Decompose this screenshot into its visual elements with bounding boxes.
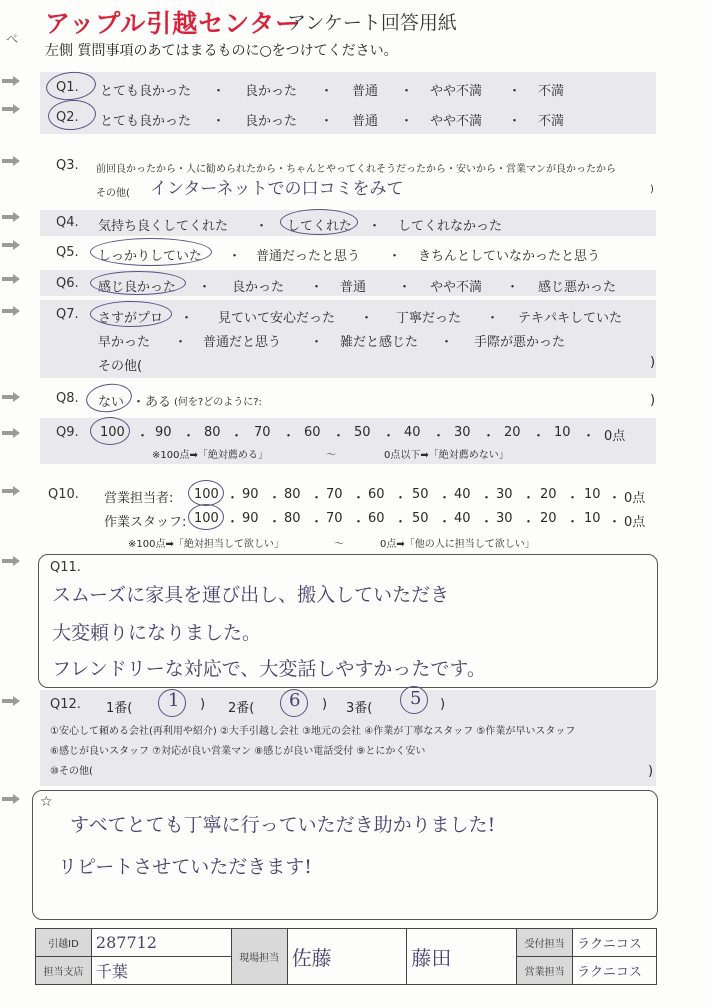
separator: ・ bbox=[198, 280, 212, 295]
separator: ・ bbox=[268, 515, 282, 530]
q12-choices-row: ⑩その他( bbox=[50, 766, 93, 777]
q5-label: Q5. bbox=[56, 245, 79, 260]
sales-label: 営業担当 bbox=[517, 957, 573, 985]
separator: ・ bbox=[394, 515, 408, 530]
separator: ・ bbox=[268, 491, 282, 506]
q1-label: Q1. bbox=[56, 80, 79, 95]
q9-note-right: 0点以下➡「絶対薦めない」 bbox=[384, 450, 509, 461]
arrow-icon bbox=[2, 76, 20, 86]
q12-rank1-label: 1番( bbox=[106, 701, 133, 716]
separator: ・ bbox=[582, 429, 596, 444]
q9-score[interactable]: 60 bbox=[304, 425, 321, 440]
separator: ・ bbox=[508, 114, 522, 129]
q7-option[interactable]: 丁寧だった bbox=[396, 311, 462, 326]
q10-sales-score[interactable]: 100 bbox=[194, 487, 219, 502]
separator: ・ bbox=[132, 395, 146, 410]
q10-staff-label: 作業スタッフ: bbox=[104, 515, 187, 530]
move-id-label: 引越ID bbox=[36, 929, 92, 957]
sales-value: ラクニコス bbox=[573, 957, 657, 985]
corner-mark: べ bbox=[6, 32, 19, 46]
q9-note-mid: 〜 bbox=[326, 450, 336, 461]
separator: ・ bbox=[522, 515, 536, 530]
q12-rank2-label: 2番( bbox=[228, 701, 255, 716]
q10-sales-score[interactable]: 80 bbox=[284, 487, 301, 502]
separator: ・ bbox=[608, 515, 622, 530]
q10-staff-score[interactable]: 0点 bbox=[624, 515, 646, 530]
arrow-icon bbox=[2, 392, 20, 402]
q5-option[interactable]: しっかりしていた bbox=[98, 249, 203, 264]
q1-option[interactable]: 良かった bbox=[245, 84, 298, 99]
answer-circle bbox=[84, 381, 133, 415]
q7-other-close: ) bbox=[650, 355, 656, 370]
answer-circle bbox=[90, 417, 130, 445]
q10-staff-score[interactable]: 30 bbox=[496, 511, 513, 526]
separator: ・ bbox=[182, 429, 196, 444]
arrow-icon bbox=[2, 696, 20, 706]
q9-note-left: ※100点➡「絶対薦める」 bbox=[152, 450, 268, 461]
q12-rank2-answer: 6 bbox=[289, 690, 301, 711]
answer-circle bbox=[280, 209, 358, 235]
separator: ・ bbox=[332, 429, 346, 444]
separator: ・ bbox=[532, 429, 546, 444]
star-icon: ☆ bbox=[40, 794, 53, 810]
separator: ・ bbox=[230, 429, 244, 444]
q7-option[interactable]: 雑だと感じた bbox=[340, 335, 419, 350]
q2-option[interactable]: 良かった bbox=[245, 114, 298, 129]
q12-rank1-answer: 1 bbox=[168, 690, 180, 711]
arrow-icon bbox=[2, 428, 20, 438]
answer-circle bbox=[90, 301, 172, 327]
answer-circle bbox=[90, 238, 212, 266]
separator: ・ bbox=[508, 84, 522, 99]
q10-staff-score[interactable]: 50 bbox=[412, 511, 429, 526]
answer-circle bbox=[188, 504, 224, 530]
q10-sales-score[interactable]: 0点 bbox=[624, 491, 646, 506]
q7-option[interactable]: テキパキしていた bbox=[518, 311, 623, 326]
q12-choices-row: ⑥感じが良いスタッフ ⑦対応が良い営業マン ⑧感じが良い電話受付 ⑨とにかく安い bbox=[50, 746, 426, 757]
q1-option[interactable]: とても良かった bbox=[100, 84, 192, 99]
separator: ・ bbox=[400, 84, 414, 99]
q6-label: Q6. bbox=[56, 276, 79, 291]
q3-other-close: ) bbox=[650, 184, 654, 195]
q10-sales-score[interactable]: 90 bbox=[242, 487, 259, 502]
q4-label: Q4. bbox=[56, 215, 79, 230]
separator: ・ bbox=[566, 515, 580, 530]
q11-handwritten-line: 大変頼りになりました。 bbox=[52, 622, 262, 644]
separator: ・ bbox=[310, 280, 324, 295]
q9-score[interactable]: 10 bbox=[554, 425, 571, 440]
free-comment-line: リピートさせていただきます! bbox=[58, 856, 312, 878]
q9-score[interactable]: 40 bbox=[404, 425, 421, 440]
separator: ・ bbox=[398, 280, 412, 295]
q6-option[interactable]: 感じ悪かった bbox=[538, 280, 617, 295]
q11-label: Q11. bbox=[50, 560, 81, 575]
q10-sales-score[interactable]: 60 bbox=[368, 487, 385, 502]
separator: ・ bbox=[400, 114, 414, 129]
q4-option[interactable]: してくれた bbox=[287, 219, 353, 234]
q1-option[interactable]: 普通 bbox=[352, 84, 379, 99]
q7-option[interactable]: 見ていて安心だった bbox=[218, 311, 336, 326]
q2-option[interactable]: 不満 bbox=[538, 114, 565, 129]
arrow-icon bbox=[2, 104, 20, 114]
separator: ・ bbox=[432, 429, 446, 444]
separator: ・ bbox=[310, 491, 324, 506]
separator: ・ bbox=[352, 491, 366, 506]
arrow-icon bbox=[2, 212, 20, 222]
q7-option[interactable]: 早かった bbox=[98, 335, 151, 350]
q9-score[interactable]: 100 bbox=[100, 425, 125, 440]
site-staff-value-1: 佐藤 bbox=[287, 929, 407, 985]
brand-title: アップル引越センター bbox=[45, 9, 302, 38]
q9-score[interactable]: 80 bbox=[204, 425, 221, 440]
q10-sales-score[interactable]: 30 bbox=[496, 487, 513, 502]
separator: ・ bbox=[226, 515, 240, 530]
separator: ・ bbox=[388, 249, 402, 264]
q10-staff-score[interactable]: 40 bbox=[454, 511, 471, 526]
q12-label: Q12. bbox=[50, 697, 81, 712]
q3-other-label: その他( bbox=[96, 188, 130, 199]
site-staff-value-2: 藤田 bbox=[407, 929, 517, 985]
arrow-icon bbox=[2, 240, 20, 250]
separator: ・ bbox=[180, 311, 194, 326]
answer-circle bbox=[188, 480, 224, 506]
q10-label: Q10. bbox=[48, 487, 79, 502]
separator: ・ bbox=[320, 84, 334, 99]
q6-option[interactable]: 感じ良かった bbox=[98, 280, 177, 295]
q7-other-label: その他( bbox=[98, 359, 143, 374]
separator: ・ bbox=[394, 491, 408, 506]
q6-option[interactable]: 普通 bbox=[340, 280, 367, 295]
separator: ・ bbox=[310, 335, 324, 350]
q6-option[interactable]: 良かった bbox=[232, 280, 285, 295]
q12-rank3-label: 3番( bbox=[346, 701, 373, 716]
branch-value: 千葉 bbox=[91, 957, 231, 985]
arrow-icon bbox=[2, 306, 20, 316]
separator: ・ bbox=[255, 219, 269, 234]
separator: ・ bbox=[438, 515, 452, 530]
q9-score[interactable]: 30 bbox=[454, 425, 471, 440]
q7-label: Q7. bbox=[56, 307, 79, 322]
answer-circle bbox=[158, 689, 186, 717]
q2-option[interactable]: 普通 bbox=[352, 114, 379, 129]
q7-option[interactable]: 普通だと思う bbox=[203, 335, 282, 350]
arrow-icon bbox=[2, 794, 20, 804]
form-title: アンケート回答用紙 bbox=[287, 12, 457, 34]
q10-staff-score[interactable]: 10 bbox=[584, 511, 601, 526]
q11-handwritten-line: スムーズに家具を運び出し、搬入していただき bbox=[52, 584, 450, 606]
free-comment-line: すべてとても丁寧に行っていただき助かりました! bbox=[70, 814, 496, 836]
answer-circle bbox=[400, 686, 428, 714]
q8-option-no[interactable]: ない bbox=[98, 395, 125, 410]
separator: ・ bbox=[310, 515, 324, 530]
q9-score[interactable]: 20 bbox=[504, 425, 521, 440]
separator: ・ bbox=[506, 280, 520, 295]
q11-handwritten-line: フレンドリーな対応で、大変話しやすかったです。 bbox=[52, 658, 486, 680]
separator: ・ bbox=[368, 219, 382, 234]
q10-sales-label: 営業担当者: bbox=[104, 491, 174, 506]
q10-sales-score[interactable]: 40 bbox=[454, 487, 471, 502]
separator: ・ bbox=[486, 311, 500, 326]
q9-label: Q9. bbox=[56, 425, 79, 440]
arrow-icon bbox=[2, 274, 20, 284]
q6-option[interactable]: やや不満 bbox=[430, 280, 483, 295]
separator: ・ bbox=[608, 491, 622, 506]
q12-rank2-close: ) bbox=[322, 697, 328, 712]
q9-score[interactable]: 50 bbox=[354, 425, 371, 440]
arrow-icon bbox=[2, 156, 20, 166]
arrow-icon bbox=[2, 486, 20, 496]
q2-label: Q2. bbox=[56, 110, 79, 125]
q7-option[interactable]: さすがプロ bbox=[98, 311, 164, 326]
separator: ・ bbox=[212, 84, 226, 99]
q9-score[interactable]: 0点 bbox=[604, 429, 626, 444]
q12-choices-row: ①安心して頼める会社(再利用や紹介) ②大手引越し会社 ③地元の会社 ④作業が丁寧なスタッフ ⑤作業が早いスタッフ bbox=[50, 726, 576, 737]
q4-option[interactable]: してくれなかった bbox=[398, 219, 503, 234]
move-id-value: 287712 bbox=[91, 929, 231, 957]
q1-option[interactable]: 不満 bbox=[538, 84, 565, 99]
q3-options[interactable]: 前回良かったから・人に勧められたから・ちゃんとやってくれそうだったから・安いから・営業マンが良かったから bbox=[96, 164, 616, 175]
q10-note-left: ※100点➡「絶対担当して欲しい」 bbox=[128, 539, 284, 550]
q8-label: Q8. bbox=[56, 391, 79, 406]
q7-option[interactable]: 手際が悪かった bbox=[474, 335, 566, 350]
branch-label: 担当支店 bbox=[36, 957, 92, 985]
separator: ・ bbox=[228, 249, 242, 264]
q12-rank3-answer: 5 bbox=[410, 688, 422, 709]
answer-circle bbox=[280, 689, 308, 717]
separator: ・ bbox=[438, 491, 452, 506]
q3-handwritten-answer: インターネットでの口コミをみて bbox=[150, 179, 404, 199]
separator: ・ bbox=[566, 491, 580, 506]
q5-option[interactable]: 普通だったと思う bbox=[256, 249, 361, 264]
separator: ・ bbox=[320, 114, 334, 129]
q2-option[interactable]: やや不満 bbox=[430, 114, 483, 129]
arrow-icon bbox=[2, 556, 20, 566]
q9-score[interactable]: 90 bbox=[155, 425, 172, 440]
separator: ・ bbox=[480, 515, 494, 530]
separator: ・ bbox=[480, 491, 494, 506]
q12-choices-close: ) bbox=[648, 764, 654, 779]
q10-sales-score[interactable]: 10 bbox=[584, 487, 601, 502]
q10-staff-score[interactable]: 20 bbox=[540, 511, 557, 526]
q1-option[interactable]: やや不満 bbox=[430, 84, 483, 99]
instruction-text: 左側 質問事項のあてはまるものに○をつけてください。 bbox=[45, 43, 398, 59]
q10-note-right: 0点➡「他の人に担当して欲しい」 bbox=[380, 539, 535, 550]
q10-staff-score[interactable]: 90 bbox=[242, 511, 259, 526]
separator: ・ bbox=[226, 491, 240, 506]
q4-option[interactable]: 気持ち良くしてくれた bbox=[98, 219, 229, 234]
q10-staff-score[interactable]: 60 bbox=[368, 511, 385, 526]
q12-rank3-close: ) bbox=[440, 697, 446, 712]
q10-sales-score[interactable]: 70 bbox=[326, 487, 343, 502]
q10-sales-score[interactable]: 20 bbox=[540, 487, 557, 502]
reception-label: 受付担当 bbox=[517, 929, 573, 957]
separator: ・ bbox=[212, 114, 226, 129]
separator: ・ bbox=[136, 429, 150, 444]
reception-value: ラクニコス bbox=[573, 929, 657, 957]
q5-option[interactable]: きちんとしていなかったと思う bbox=[418, 249, 601, 264]
separator: ・ bbox=[440, 335, 454, 350]
separator: ・ bbox=[352, 515, 366, 530]
staff-info-table bbox=[35, 928, 657, 985]
q8-prompt: (何を?どのように?: bbox=[174, 397, 262, 408]
q10-staff-score[interactable]: 70 bbox=[326, 511, 343, 526]
q2-option[interactable]: とても良かった bbox=[100, 114, 192, 129]
separator: ・ bbox=[360, 311, 374, 326]
q9-score[interactable]: 70 bbox=[254, 425, 271, 440]
q10-staff-score[interactable]: 100 bbox=[194, 511, 219, 526]
q8-close: ) bbox=[650, 393, 656, 408]
q10-sales-score[interactable]: 50 bbox=[412, 487, 429, 502]
separator: ・ bbox=[382, 429, 396, 444]
separator: ・ bbox=[482, 429, 496, 444]
separator: ・ bbox=[174, 335, 188, 350]
separator: ・ bbox=[522, 491, 536, 506]
answer-circle bbox=[90, 271, 186, 295]
q3-label: Q3. bbox=[56, 158, 79, 173]
separator: ・ bbox=[282, 429, 296, 444]
q8-option-yes[interactable]: ある bbox=[145, 395, 172, 410]
site-staff-label: 現場担当 bbox=[231, 929, 287, 985]
q10-staff-score[interactable]: 80 bbox=[284, 511, 301, 526]
q10-note-mid: 〜 bbox=[334, 539, 344, 550]
q12-rank1-close: ) bbox=[200, 697, 206, 712]
